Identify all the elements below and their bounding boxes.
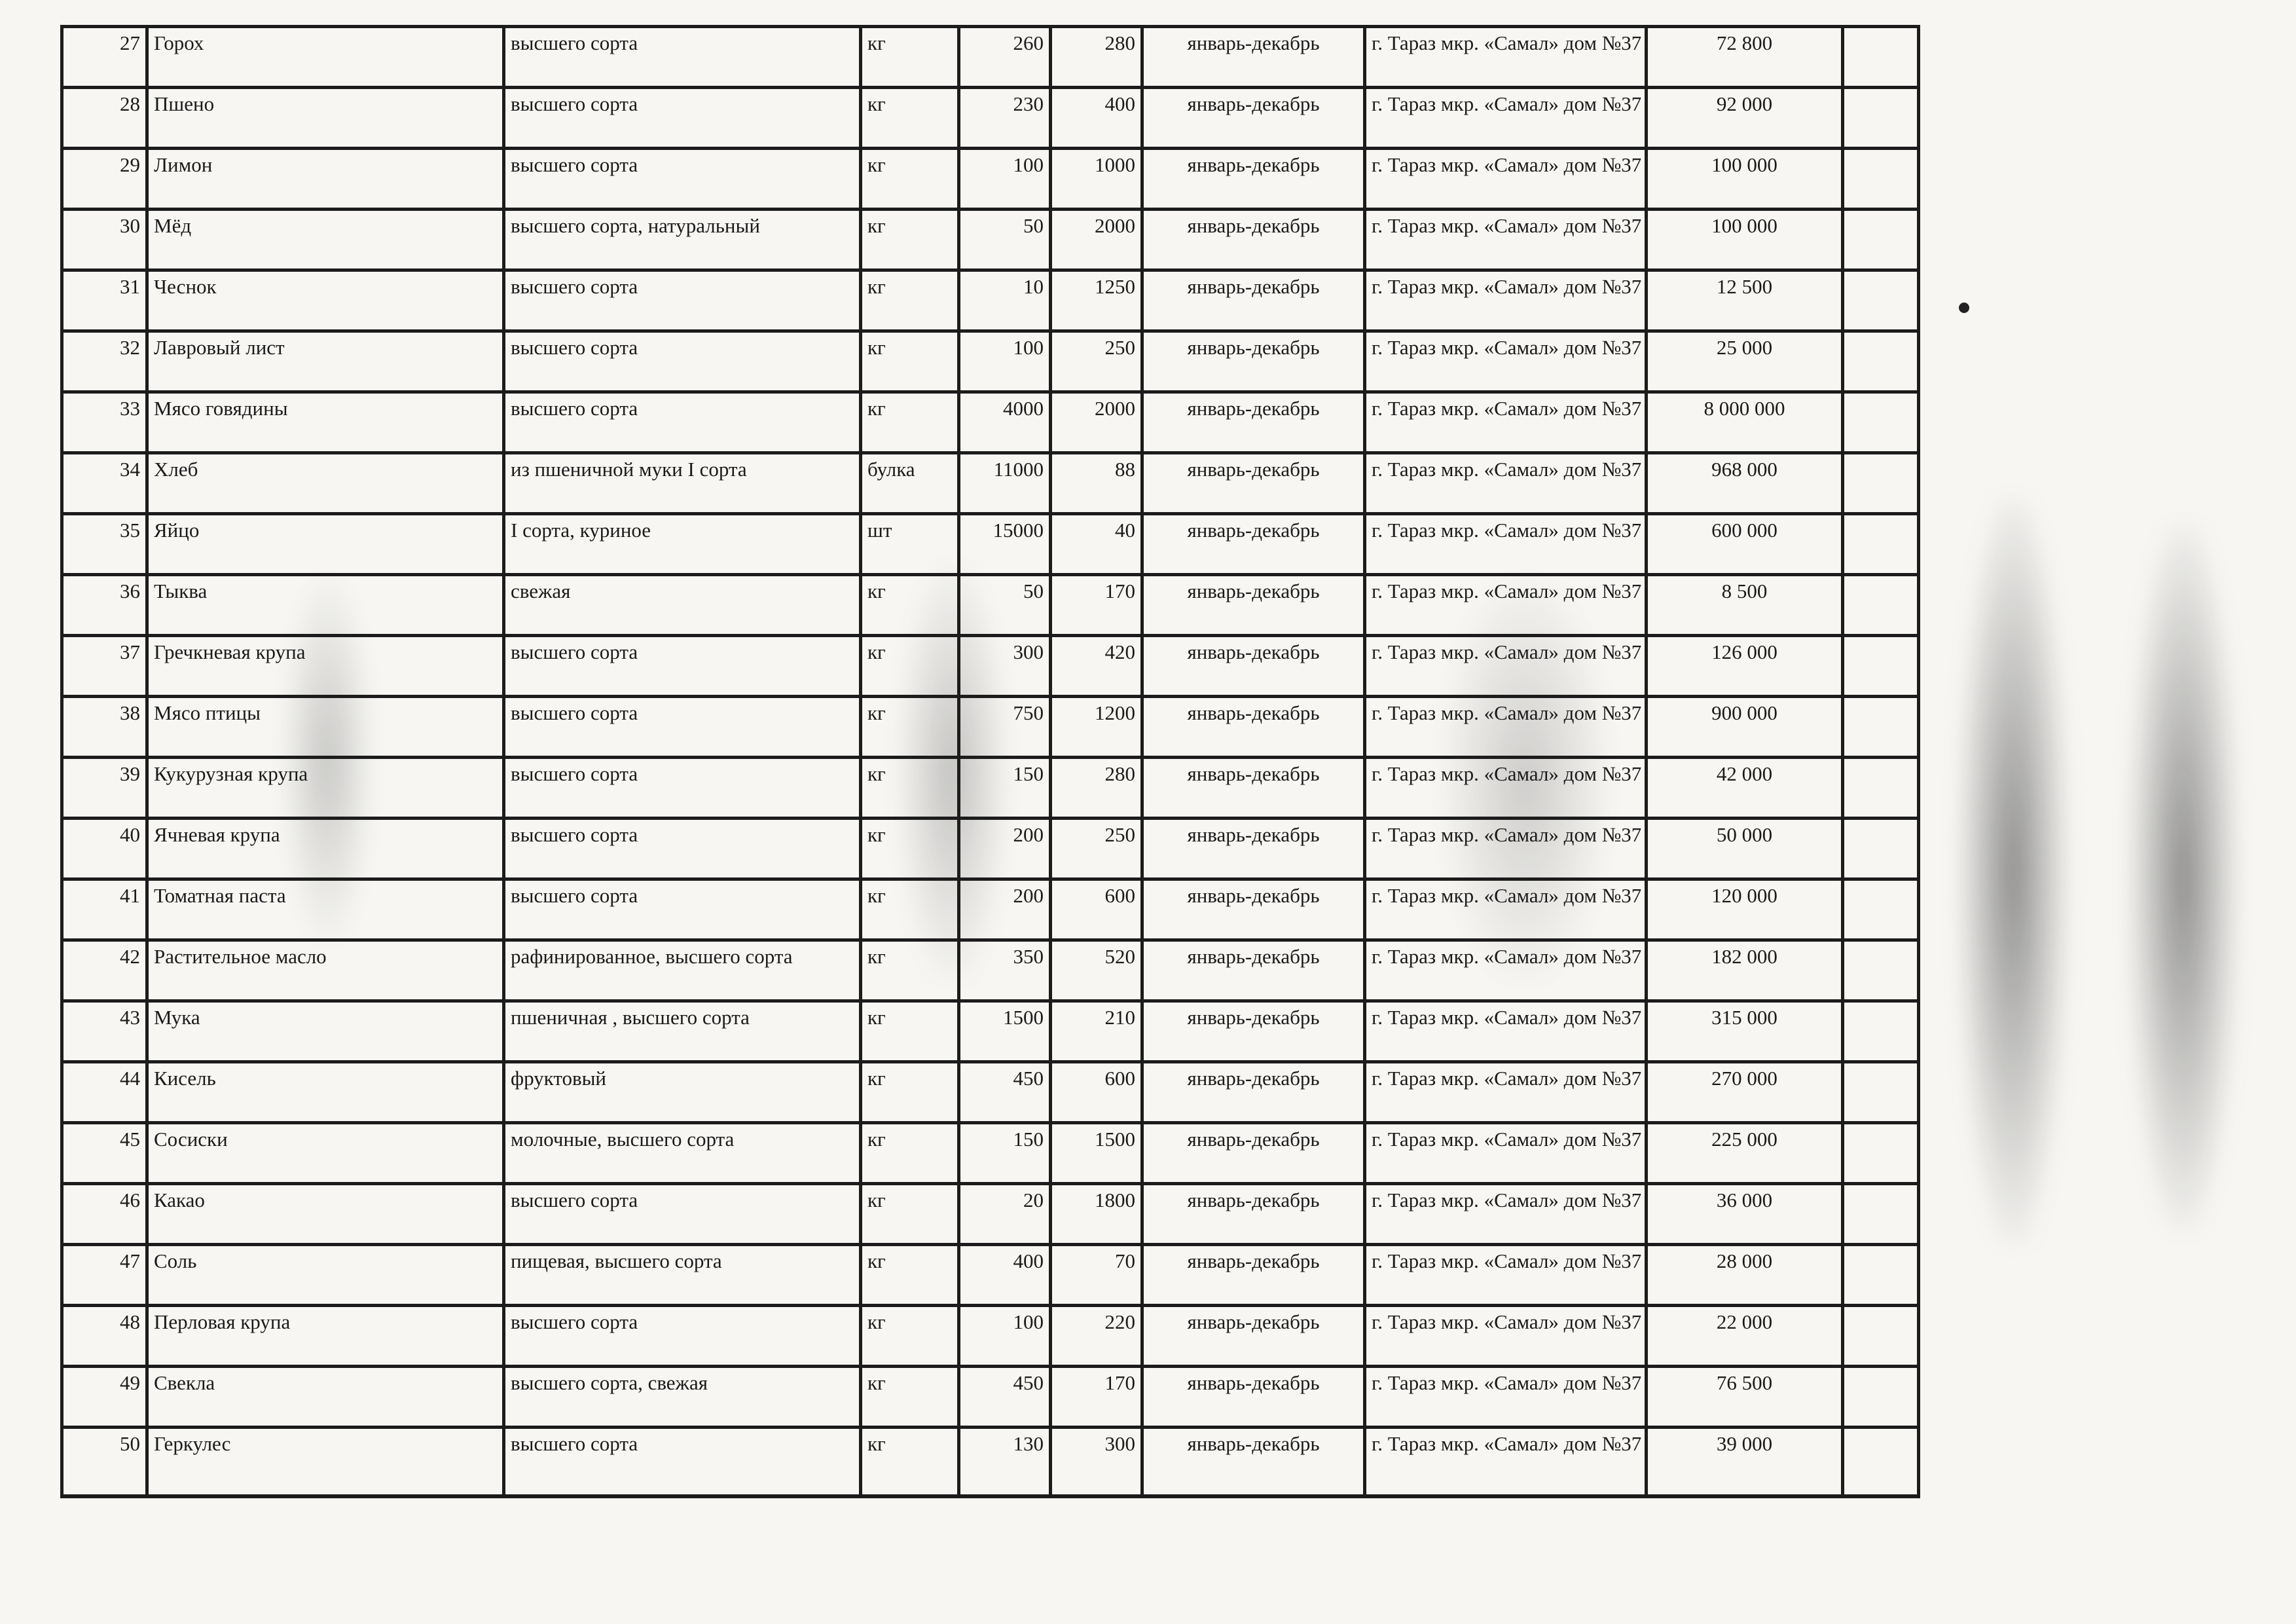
price: 170 (1051, 575, 1142, 636)
row-number: 45 (62, 1123, 147, 1184)
item-spec: фруктовый (504, 1062, 861, 1123)
total-sum: 315 000 (1647, 1001, 1843, 1062)
item-spec: высшего сорта (504, 1184, 861, 1245)
row-number: 31 (62, 270, 147, 331)
unit: булка (861, 453, 959, 514)
empty-cell (1843, 27, 1919, 88)
item-name: Лавровый лист (147, 331, 504, 392)
item-spec: I сорта, куриное (504, 514, 861, 575)
delivery-period: январь-декабрь (1142, 1306, 1365, 1367)
delivery-address: г. Тараз мкр. «Самал» дом №37 (1365, 1245, 1647, 1306)
price: 210 (1051, 1001, 1142, 1062)
price: 220 (1051, 1306, 1142, 1367)
total-sum: 12 500 (1647, 270, 1843, 331)
row-number: 43 (62, 1001, 147, 1062)
unit: кг (861, 331, 959, 392)
unit: шт (861, 514, 959, 575)
ink-dot (1959, 303, 1969, 313)
item-name: Соль (147, 1245, 504, 1306)
row-number: 37 (62, 636, 147, 697)
delivery-period: январь-декабрь (1142, 697, 1365, 758)
delivery-address: г. Тараз мкр. «Самал» дом №37 (1365, 758, 1647, 819)
price: 2000 (1051, 392, 1142, 453)
quantity: 130 (959, 1428, 1051, 1497)
delivery-period: январь-декабрь (1142, 575, 1365, 636)
empty-cell (1843, 1123, 1919, 1184)
price: 600 (1051, 1062, 1142, 1123)
unit: кг (861, 1428, 959, 1497)
price: 300 (1051, 1428, 1142, 1497)
item-name: Растительное масло (147, 940, 504, 1001)
quantity: 200 (959, 879, 1051, 940)
row-number: 49 (62, 1367, 147, 1428)
empty-cell (1843, 940, 1919, 1001)
empty-cell (1843, 819, 1919, 879)
price: 40 (1051, 514, 1142, 575)
total-sum: 42 000 (1647, 758, 1843, 819)
delivery-address: г. Тараз мкр. «Самал» дом №37 (1365, 636, 1647, 697)
row-number: 40 (62, 819, 147, 879)
row-number: 39 (62, 758, 147, 819)
scan-smudge (1958, 498, 2069, 1244)
total-sum: 36 000 (1647, 1184, 1843, 1245)
unit: кг (861, 149, 959, 210)
delivery-period: январь-декабрь (1142, 1062, 1365, 1123)
table-row (62, 819, 1919, 879)
item-spec: высшего сорта (504, 758, 861, 819)
delivery-address: г. Тараз мкр. «Самал» дом №37 (1365, 27, 1647, 88)
quantity: 4000 (959, 392, 1051, 453)
table-row (62, 697, 1919, 758)
total-sum: 76 500 (1647, 1367, 1843, 1428)
unit: кг (861, 1306, 959, 1367)
quantity: 15000 (959, 514, 1051, 575)
row-number: 30 (62, 210, 147, 270)
row-number: 29 (62, 149, 147, 210)
unit: кг (861, 270, 959, 331)
item-spec: высшего сорта, свежая (504, 1367, 861, 1428)
total-sum: 50 000 (1647, 819, 1843, 879)
row-number: 32 (62, 331, 147, 392)
quantity: 260 (959, 27, 1051, 88)
item-name: Яйцо (147, 514, 504, 575)
item-name: Чеснок (147, 270, 504, 331)
delivery-period: январь-декабрь (1142, 1123, 1365, 1184)
empty-cell (1843, 210, 1919, 270)
delivery-period: январь-декабрь (1142, 758, 1365, 819)
item-name: Мёд (147, 210, 504, 270)
price: 70 (1051, 1245, 1142, 1306)
empty-cell (1843, 879, 1919, 940)
unit: кг (861, 636, 959, 697)
item-name: Кукурузная крупа (147, 758, 504, 819)
total-sum: 968 000 (1647, 453, 1843, 514)
total-sum: 900 000 (1647, 697, 1843, 758)
delivery-address: г. Тараз мкр. «Самал» дом №37 (1365, 88, 1647, 149)
item-spec: рафинированное, высшего сорта (504, 940, 861, 1001)
delivery-address: г. Тараз мкр. «Самал» дом №37 (1365, 1428, 1647, 1497)
price: 280 (1051, 758, 1142, 819)
empty-cell (1843, 636, 1919, 697)
quantity: 50 (959, 575, 1051, 636)
price: 250 (1051, 331, 1142, 392)
delivery-address: г. Тараз мкр. «Самал» дом №37 (1365, 697, 1647, 758)
price: 250 (1051, 819, 1142, 879)
item-name: Гречкневая крупа (147, 636, 504, 697)
delivery-address: г. Тараз мкр. «Самал» дом №37 (1365, 1306, 1647, 1367)
item-spec: пшеничная , высшего сорта (504, 1001, 861, 1062)
delivery-address: г. Тараз мкр. «Самал» дом №37 (1365, 1367, 1647, 1428)
delivery-period: январь-декабрь (1142, 1184, 1365, 1245)
quantity: 750 (959, 697, 1051, 758)
delivery-period: январь-декабрь (1142, 331, 1365, 392)
item-spec: пищевая, высшего сорта (504, 1245, 861, 1306)
item-spec: высшего сорта (504, 697, 861, 758)
table-row (62, 1123, 1919, 1184)
empty-cell (1843, 1428, 1919, 1497)
delivery-address: г. Тараз мкр. «Самал» дом №37 (1365, 1001, 1647, 1062)
item-name: Мука (147, 1001, 504, 1062)
table-row (62, 1306, 1919, 1367)
quantity: 450 (959, 1062, 1051, 1123)
item-spec: из пшеничной муки I сорта (504, 453, 861, 514)
price: 280 (1051, 27, 1142, 88)
total-sum: 126 000 (1647, 636, 1843, 697)
item-name: Мясо говядины (147, 392, 504, 453)
delivery-address: г. Тараз мкр. «Самал» дом №37 (1365, 819, 1647, 879)
price: 1000 (1051, 149, 1142, 210)
unit: кг (861, 210, 959, 270)
delivery-address: г. Тараз мкр. «Самал» дом №37 (1365, 1184, 1647, 1245)
table-row (62, 1245, 1919, 1306)
item-spec: молочные, высшего сорта (504, 1123, 861, 1184)
delivery-address: г. Тараз мкр. «Самал» дом №37 (1365, 879, 1647, 940)
unit: кг (861, 819, 959, 879)
item-spec: высшего сорта (504, 879, 861, 940)
empty-cell (1843, 331, 1919, 392)
item-spec: высшего сорта (504, 331, 861, 392)
unit: кг (861, 879, 959, 940)
item-spec: высшего сорта (504, 149, 861, 210)
procurement-table (60, 25, 1920, 1498)
delivery-address: г. Тараз мкр. «Самал» дом №37 (1365, 331, 1647, 392)
total-sum: 92 000 (1647, 88, 1843, 149)
row-number: 35 (62, 514, 147, 575)
unit: кг (861, 27, 959, 88)
total-sum: 600 000 (1647, 514, 1843, 575)
table-row (62, 514, 1919, 575)
row-number: 42 (62, 940, 147, 1001)
empty-cell (1843, 1367, 1919, 1428)
item-name: Горох (147, 27, 504, 88)
unit: кг (861, 697, 959, 758)
quantity: 150 (959, 1123, 1051, 1184)
item-name: Сосиски (147, 1123, 504, 1184)
table-row (62, 1001, 1919, 1062)
item-spec: высшего сорта (504, 1306, 861, 1367)
table-row (62, 879, 1919, 940)
row-number: 46 (62, 1184, 147, 1245)
table-row (62, 758, 1919, 819)
scan-smudge (2128, 524, 2239, 1231)
item-spec: высшего сорта, натуральный (504, 210, 861, 270)
item-name: Геркулес (147, 1428, 504, 1497)
table-row (62, 453, 1919, 514)
empty-cell (1843, 453, 1919, 514)
unit: кг (861, 575, 959, 636)
unit: кг (861, 1245, 959, 1306)
table-row (62, 331, 1919, 392)
empty-cell (1843, 1001, 1919, 1062)
unit: кг (861, 1123, 959, 1184)
delivery-address: г. Тараз мкр. «Самал» дом №37 (1365, 1062, 1647, 1123)
quantity: 100 (959, 149, 1051, 210)
price: 170 (1051, 1367, 1142, 1428)
delivery-period: январь-декабрь (1142, 1428, 1365, 1497)
quantity: 400 (959, 1245, 1051, 1306)
row-number: 33 (62, 392, 147, 453)
table-row (62, 1184, 1919, 1245)
delivery-period: январь-декабрь (1142, 1001, 1365, 1062)
delivery-address: г. Тараз мкр. «Самал» дом №37 (1365, 575, 1647, 636)
item-name: Ячневая крупа (147, 819, 504, 879)
delivery-address: г. Тараз мкр. «Самал» дом №37 (1365, 392, 1647, 453)
total-sum: 120 000 (1647, 879, 1843, 940)
total-sum: 225 000 (1647, 1123, 1843, 1184)
total-sum: 8 500 (1647, 575, 1843, 636)
row-number: 38 (62, 697, 147, 758)
total-sum: 182 000 (1647, 940, 1843, 1001)
delivery-period: январь-декабрь (1142, 88, 1365, 149)
delivery-address: г. Тараз мкр. «Самал» дом №37 (1365, 514, 1647, 575)
item-name: Пшено (147, 88, 504, 149)
row-number: 27 (62, 27, 147, 88)
table-row (62, 149, 1919, 210)
delivery-period: январь-декабрь (1142, 879, 1365, 940)
table-row (62, 27, 1919, 88)
row-number: 36 (62, 575, 147, 636)
quantity: 300 (959, 636, 1051, 697)
delivery-period: январь-декабрь (1142, 1367, 1365, 1428)
quantity: 200 (959, 819, 1051, 879)
delivery-address: г. Тараз мкр. «Самал» дом №37 (1365, 270, 1647, 331)
item-name: Какао (147, 1184, 504, 1245)
price: 1800 (1051, 1184, 1142, 1245)
quantity: 230 (959, 88, 1051, 149)
total-sum: 8 000 000 (1647, 392, 1843, 453)
row-number: 28 (62, 88, 147, 149)
row-number: 34 (62, 453, 147, 514)
row-number: 41 (62, 879, 147, 940)
total-sum: 270 000 (1647, 1062, 1843, 1123)
price: 2000 (1051, 210, 1142, 270)
table-row (62, 940, 1919, 1001)
empty-cell (1843, 270, 1919, 331)
quantity: 350 (959, 940, 1051, 1001)
table-row (62, 270, 1919, 331)
empty-cell (1843, 1306, 1919, 1367)
delivery-period: январь-декабрь (1142, 270, 1365, 331)
item-spec: высшего сорта (504, 270, 861, 331)
price: 88 (1051, 453, 1142, 514)
empty-cell (1843, 1245, 1919, 1306)
unit: кг (861, 758, 959, 819)
item-spec: высшего сорта (504, 392, 861, 453)
delivery-period: январь-декабрь (1142, 453, 1365, 514)
price: 600 (1051, 879, 1142, 940)
total-sum: 28 000 (1647, 1245, 1843, 1306)
delivery-address: г. Тараз мкр. «Самал» дом №37 (1365, 1123, 1647, 1184)
quantity: 50 (959, 210, 1051, 270)
delivery-period: январь-декабрь (1142, 149, 1365, 210)
quantity: 100 (959, 331, 1051, 392)
table-row (62, 575, 1919, 636)
table-row (62, 1062, 1919, 1123)
quantity: 100 (959, 1306, 1051, 1367)
table-row (62, 1428, 1919, 1497)
item-spec: высшего сорта (504, 88, 861, 149)
total-sum: 100 000 (1647, 210, 1843, 270)
row-number: 47 (62, 1245, 147, 1306)
item-spec: свежая (504, 575, 861, 636)
quantity: 10 (959, 270, 1051, 331)
item-spec: высшего сорта (504, 636, 861, 697)
unit: кг (861, 1184, 959, 1245)
empty-cell (1843, 149, 1919, 210)
delivery-period: январь-декабрь (1142, 392, 1365, 453)
delivery-period: январь-декабрь (1142, 1245, 1365, 1306)
delivery-period: январь-декабрь (1142, 514, 1365, 575)
total-sum: 72 800 (1647, 27, 1843, 88)
empty-cell (1843, 514, 1919, 575)
unit: кг (861, 1367, 959, 1428)
row-number: 44 (62, 1062, 147, 1123)
quantity: 1500 (959, 1001, 1051, 1062)
total-sum: 39 000 (1647, 1428, 1843, 1497)
item-name: Мясо птицы (147, 697, 504, 758)
table-row (62, 210, 1919, 270)
item-spec: высшего сорта (504, 819, 861, 879)
empty-cell (1843, 1184, 1919, 1245)
table-row (62, 392, 1919, 453)
delivery-address: г. Тараз мкр. «Самал» дом №37 (1365, 453, 1647, 514)
item-name: Тыква (147, 575, 504, 636)
quantity: 450 (959, 1367, 1051, 1428)
delivery-period: январь-декабрь (1142, 210, 1365, 270)
total-sum: 25 000 (1647, 331, 1843, 392)
unit: кг (861, 88, 959, 149)
empty-cell (1843, 697, 1919, 758)
item-name: Свекла (147, 1367, 504, 1428)
quantity: 11000 (959, 453, 1051, 514)
table-row (62, 636, 1919, 697)
price: 1500 (1051, 1123, 1142, 1184)
delivery-address: г. Тараз мкр. «Самал» дом №37 (1365, 149, 1647, 210)
item-name: Лимон (147, 149, 504, 210)
item-spec: высшего сорта (504, 1428, 861, 1497)
delivery-period: январь-декабрь (1142, 940, 1365, 1001)
row-number: 50 (62, 1428, 147, 1497)
price: 1250 (1051, 270, 1142, 331)
empty-cell (1843, 758, 1919, 819)
price: 420 (1051, 636, 1142, 697)
price: 520 (1051, 940, 1142, 1001)
empty-cell (1843, 392, 1919, 453)
item-name: Томатная паста (147, 879, 504, 940)
item-name: Хлеб (147, 453, 504, 514)
table-row (62, 1367, 1919, 1428)
delivery-period: январь-декабрь (1142, 27, 1365, 88)
unit: кг (861, 1062, 959, 1123)
row-number: 48 (62, 1306, 147, 1367)
delivery-address: г. Тараз мкр. «Самал» дом №37 (1365, 940, 1647, 1001)
empty-cell (1843, 1062, 1919, 1123)
unit: кг (861, 1001, 959, 1062)
total-sum: 22 000 (1647, 1306, 1843, 1367)
quantity: 150 (959, 758, 1051, 819)
delivery-address: г. Тараз мкр. «Самал» дом №37 (1365, 210, 1647, 270)
unit: кг (861, 392, 959, 453)
table-row (62, 88, 1919, 149)
unit: кг (861, 940, 959, 1001)
item-name: Кисель (147, 1062, 504, 1123)
delivery-period: январь-декабрь (1142, 636, 1365, 697)
price: 400 (1051, 88, 1142, 149)
empty-cell (1843, 575, 1919, 636)
price: 1200 (1051, 697, 1142, 758)
total-sum: 100 000 (1647, 149, 1843, 210)
delivery-period: январь-декабрь (1142, 819, 1365, 879)
item-name: Перловая крупа (147, 1306, 504, 1367)
item-spec: высшего сорта (504, 27, 861, 88)
quantity: 20 (959, 1184, 1051, 1245)
empty-cell (1843, 88, 1919, 149)
